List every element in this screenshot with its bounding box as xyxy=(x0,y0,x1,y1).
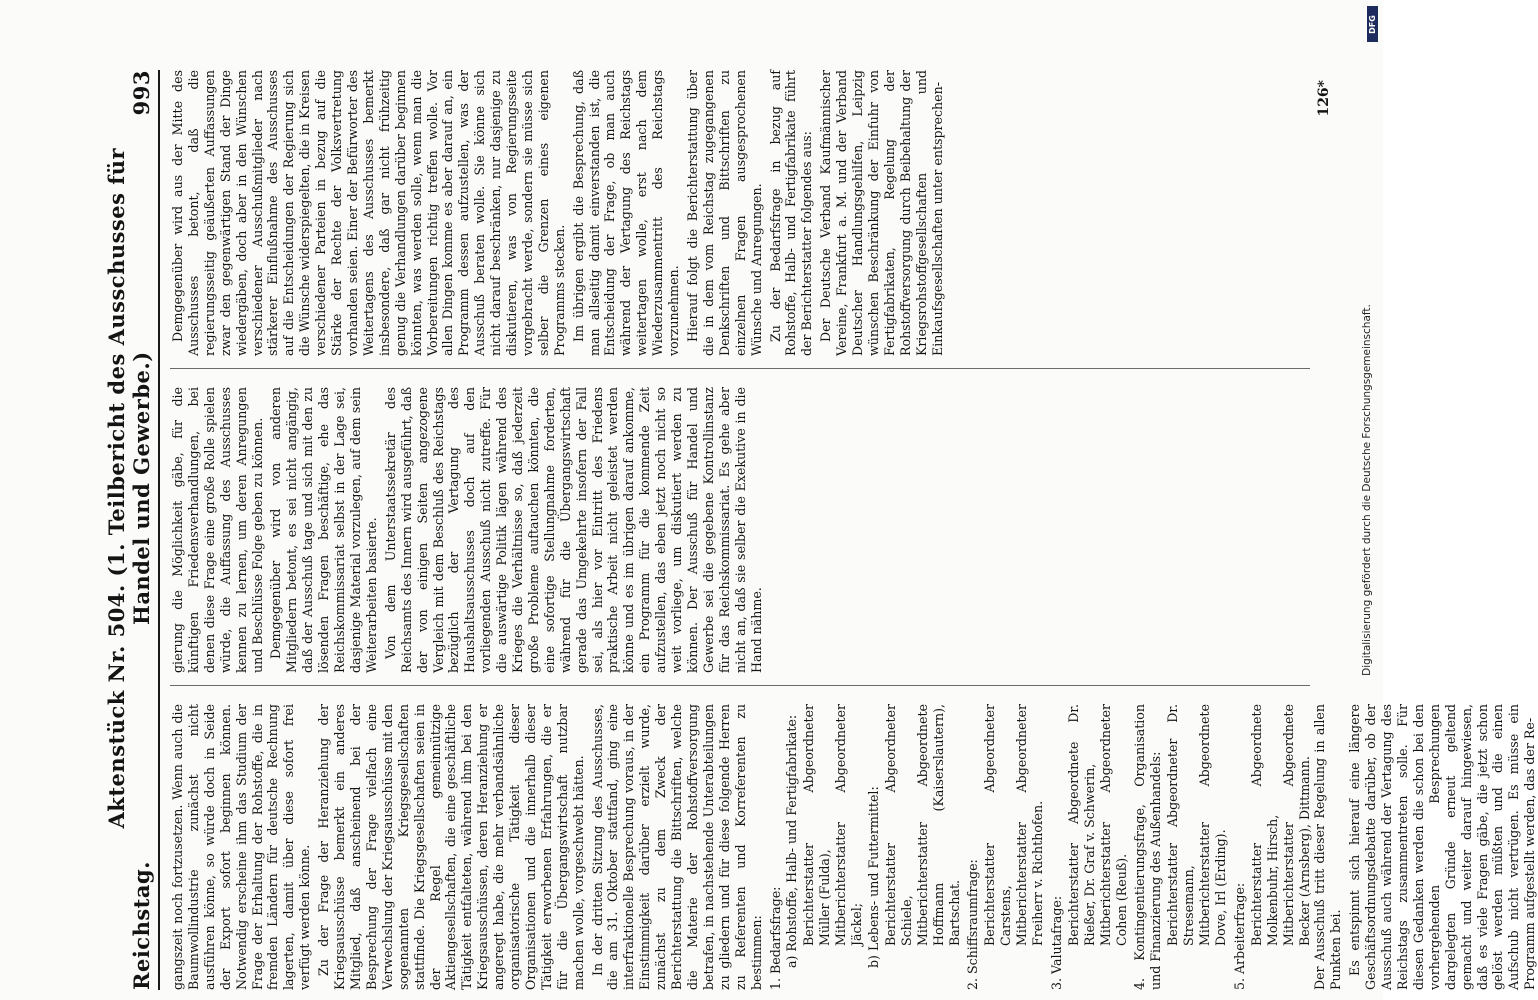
list-entry: Berichterstatter Abgeordnete Molkenbuhr, Hirsch, xyxy=(1248,704,1280,946)
list-item: 5. Arbeiterfrage: xyxy=(1231,882,1247,990)
page-header xyxy=(100,70,154,990)
header-title xyxy=(104,115,154,861)
digitization-notice: Digitalisierung gefördert durch die Deutsche Forschungsgemeinschaft. xyxy=(1361,304,1373,676)
paragraph: In der dritten Sitzung des Ausschusses, die am 31. Oktober stattfand, ging eine interfraktionelle Besprechung voraus, in der Einstimmigkeit darüber erzielt wurde, zunächst zu dem Zweck der Berichterstattung die Bittschriften, welche die Materie der Rohstoffversorgung betrafen, in nachstehende Unterabteilungen zu gliedern und für diese folgende Herren zu Referenten und Korreferenten zu bestimmen: xyxy=(589,704,764,990)
header-subtitle: (1. Teilbericht des Ausschusses für Handel und Gewerbe.) xyxy=(104,147,154,626)
list-entry: Mitberichterstatter Abgeordnete Dove, Irl (Erding). xyxy=(1197,704,1228,946)
header-rule xyxy=(158,70,160,990)
list-item: 4. Kontingentierungsfrage, Organisation und Finanzierung des Außenhandels: xyxy=(1132,704,1164,990)
list-entry: Berichterstatter Abgeordnete Dr. Rießer, Dr. Graf v. Schwerin, xyxy=(1065,704,1097,946)
list-entry: Berichterstatter Abgeordneter Dr. Stresemann, xyxy=(1165,704,1197,946)
paragraph: Es entspinnt sich hierauf eine längere Geschäftsordnungsdebatte darüber, ob der Ausschuß auch während der Vertagung des Reichstags zusammentreten solle. Für diesen Gedanken werden die schon bei den vorhergehenden Besprechungen dargelegten Gründe erneut geltend gemacht und weiter darauf hingewiesen, daß es viele Fragen gäbe, die jetzt schon gelöst werden müßten und die einen Aufschub nicht vertrügen. Es müsse ein Programm aufgestellt werden, das der Re- xyxy=(1347,704,1538,990)
list-entry: Mitberichterstatter Abgeordnete Hoffmann (Kaiserslautern), Bartschat. xyxy=(914,704,962,946)
list-entry: Mitberichterstatter Abgeordneter Cohen (Reuß). xyxy=(1097,704,1129,946)
paragraph: Der Ausschuß tritt dieser Regelung in allen Punkten bei. xyxy=(1312,704,1344,990)
dfg-logo xyxy=(1367,6,1378,42)
list-entry: Berichterstatter Abgeordneter Carstens, xyxy=(982,704,1014,946)
column-divider xyxy=(170,685,1310,686)
paragraph: Der Deutsche Verband Kaufmännischer Vereine, Frankfurt a. M. und der Verband Deutscher Handlungsgehilfen, Leipzig wünschen Beschränkung der Einfuhr von Fertigfabrikaten, Regelung der Rohstoffversorgung durch Beibehaltung der Kriegsrohstoffgesellschaften und Einkaufsgesellschaften unter entsprechen- xyxy=(818,70,945,356)
list-entry: Berichterstatter Abgeordneter Müller (Fulda), xyxy=(801,704,833,946)
list-subitem: b) Lebens- und Futtermittel: xyxy=(865,786,881,968)
paragraph: Zu der Frage der Heranziehung der Kriegsausschüsse bemerkt ein anderes Mitglied, daß anscheinend bei der Besprechung der Frage vielfach eine Verwechslung der Kriegsausschüsse mit den sogenannten Kriegsgesellschaften stattfinde. Die Kriegsgesellschaften seien in der Regel gemeinnützige Aktiengesellschaften, die eine geschäftliche Tätigkeit entfalteten, während ihm bei den Kriegsausschüssen, deren Heranziehung er angeregt habe, die mehr verbandsähnliche organisatorische Tätigkeit dieser Organisationen und die innerhalb dieser Tätigkeit erworbenen Erfahrungen, die er für die Übergangswirtschaft nutzbar machen wolle, vorgeschwebt hätten. xyxy=(316,704,586,990)
header-document-number: Aktenstück Nr. 504. xyxy=(104,584,129,829)
paragraph: Demgegenüber wird aus der Mitte des Ausschusses betont, daß die regierungsseitig geäußerten Auffassungen zwar den gegenwärtigen Stand der Dinge wiedergäben, doch aber in den Wünschen verschiedener Ausschußmitglieder nach stärkerer Einflußnahme des Ausschusses auf die Entscheidungen der Regierung sich die Wünsche widerspiegelten, die in Kreisen verschiedener Parteien in bezug auf die Stärke der Rechte der Volksvertretung vorhanden seien. Einer der Befürworter des Weitertagens des Ausschusses bemerkt insbesondere, daß gar nicht frühzeitig genug die Verhandlungen darüber beginnen könnten, was werden solle, wenn man die Vorbereitungen richtig treffen wolle. Vor allen Dingen komme es aber darauf an, ein Programm dessen aufzustellen, was der Ausschuß beraten wolle. Sie könne sich nicht darauf beschränken, nur dasjenige zu diskutieren, was von Regierungsseite vorgebracht werde, sondern sie müsse sich selber die Grenzen eines eigenen Programms stecken. xyxy=(170,70,567,356)
text-column-1 xyxy=(170,704,1538,990)
list-subitem: a) Rohstoffe, Halb- und Fertigfabrikate: xyxy=(784,714,800,968)
header-page-number: 993 xyxy=(129,70,154,116)
text-column-2 xyxy=(170,387,1310,673)
dfg-logo-text: DFG xyxy=(1368,14,1378,34)
paragraph: Zu der Bedarfsfrage in bezug auf Rohstoffe, Halb- und Fertigfabrikate führt der Berichterstatter folgendes aus: xyxy=(767,70,815,356)
paragraph: Hierauf folgt die Berichterstattung über die in dem vom Reichstag zugegangenen Denkschriften und Bittschriften zu einzelnen Fragen ausgesprochenen Wünsche und Anregungen. xyxy=(685,70,764,356)
list-entry: Mitberichterstatter Abgeordneter Freiherr v. Richthofen. xyxy=(1014,704,1046,946)
paragraph: gierung die Möglichkeit gäbe, für die künftigen Friedensverhandlungen, bei denen diese Frage eine große Rolle spielen würde, die Auffassung des Ausschusses kennen zu lernen, um deren Anregungen und Beschlüsse Folge geben zu können. xyxy=(170,387,265,673)
paragraph: Im übrigen ergibt die Besprechung, daß man allseitig damit einverstanden ist, die Entscheidung der Frage, ob man auch während der Vertagung des Reichstags weitertagen wolle, erst nach dem Wiederzusammentritt des Reichstags vorzunehmen. xyxy=(570,70,682,356)
paragraph: Demgegenüber wird von anderen Mitgliedern betont, es sei nicht angängig, daß der Ausschuß tage und sich mit den zu lösenden Fragen beschäftige, ehe das Reichskommissariat selbst in der Lage sei, dasjenige Material vorzulegen, auf dem sein Weiterarbeiten basierte. xyxy=(268,387,379,673)
list-entry: Mitberichterstatter Abgeordnete Becker (Arnsberg), Dittmann. xyxy=(1280,704,1312,946)
column-divider xyxy=(170,368,1310,369)
paragraph: Von dem Unterstaatssekretär des Reichsamts des Innern wird ausgeführt, daß der von einigen Seiten angezogene Vergleich mit dem Beschluß des Reichstags bezüglich der Vertagung des Haushaltsausschusses doch auf den vorliegenden Ausschuß nicht zutreffe. Für die auswärtige Politik lägen während des Krieges die Verhältnisse so, daß jederzeit große Probleme auftauchen könnten, die eine sofortige Stellungnahme forderten, während für die Übergangswirtschaft gerade das Umgekehrte insofern der Fall sei, als hier vor Eintritt des Friedens praktische Arbeit nicht geleistet werden könne und es im übrigen darauf ankomme, ein Programm für die kommende Zeit aufzustellen, das eben jetzt noch nicht so weit vorliege, um diskutiert werden zu können. Der Ausschuß für Handel und Gewerbe sei die gegebene Kontrollinstanz für das Reichskommissariat. Es gehe aber nicht an, daß sie selber die Exekutive in die Hand nähme. xyxy=(382,387,764,673)
list-item: 2. Schiffsraumfrage: xyxy=(965,859,981,990)
folio-mark: 126* xyxy=(1316,80,1332,117)
list-item: 1. Bedarfsfrage: xyxy=(767,886,783,990)
text-column-3 xyxy=(170,70,1310,356)
list-entry: Berichterstatter Abgeordneter Schiele, xyxy=(882,704,914,946)
header-left: Reichstag. xyxy=(129,861,154,990)
list-item: 3. Valutafrage: xyxy=(1048,895,1064,990)
list-entry: Mitberichterstatter Abgeordneter Jäckel; xyxy=(833,704,865,946)
paragraph: gangszeit noch fortzusetzen. Wenn auch die Baumwollindustrie zunächst nicht ausführen könne, so würde doch in Seide der Export sofort beginnen können. Notwendig erscheine ihm das Studium der Frage der Erhaltung der Rohstoffe, die in fremden Ländern für deutsche Rechnung lagerten, damit über diese sofort frei verfügt werden könne. xyxy=(170,704,313,990)
